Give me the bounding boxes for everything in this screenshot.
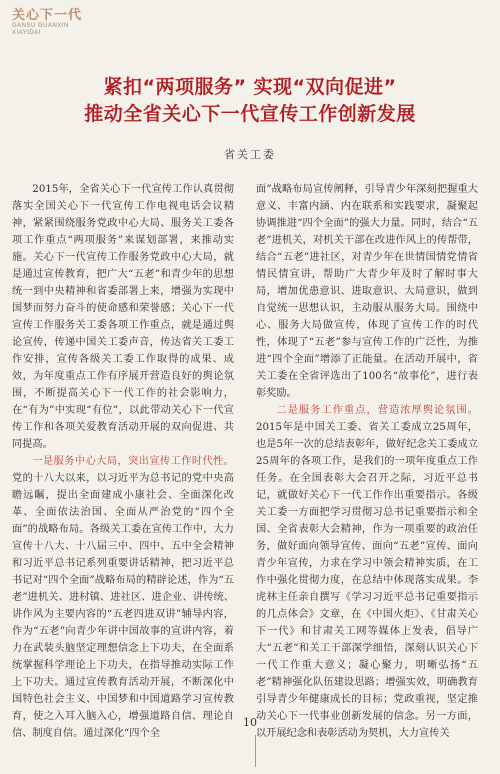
masthead-logo <box>12 4 152 40</box>
title-line-2: 推动全省关心下一代宣传工作创新发展 <box>84 103 416 125</box>
paragraph-continued: 面”战略布局宣传阐释，引导青少年深刻把握重大意义、丰富内涵、内在联系和实践要求，凝聚起协调推进“四个全面”的强大力量。同时，结合“五老”进机关，对机关干部在改进作风上的传帮带，结合“五老”进社区，对青少年在世情国情党情省情民情宣讲，帮助广大青少年及时了解时事大局，增加优患意识、进取意识、大局意识，做到自觉统一思想认识，主动服从服务大局。围绕中心、服务大局做宣传，体现了宣传工作的时代性，体现了“五老”参与宣传工作的广泛性，为推进“四个全面”增添了正能量。在活动开展中，省关工委在全省评选出了100名“故事伦”，进行表彰奖励。 <box>256 184 478 399</box>
section-heading-1: 一是服务中心大局，突出宣传工作时代性。 <box>32 456 234 467</box>
article-author: 省关工委 <box>224 148 276 161</box>
section-1-body: 党的十八大以来，以习近平为总书记的党中央高瞻远瞩，提出全面建成小康社会、全面深化改革、全面依法治国、全面从严治党的“四个全面”的战略布局。各级关工委在宣传工作中，大力宣传十八大、十八届三中、四中、五中全会精神和习近平总书记系列重要讲话精神，把习近平总书记对“四个全面”战略布局的精辟论述，作为“五老”进机关、进村镇、进社区、进企业、讲传统、讲作风为主要内容的“五老四进双讲”辅导内容，作为“五老”向青少年讲中国故事的宣讲内容，着力在武装头脑坚定理想信念上下功夫，在全面系统掌握科学理论上下功夫，在指导推动实际工作上下功夫。通过宣传教育活动开展，不断深化中国特色社会主义、中国梦和中国道路学习宣传教育，使之入耳入脑入心，增强道路自信、理论自信、制度自信。通过深化“四个全 <box>12 473 234 739</box>
left-column <box>12 181 234 742</box>
title-line-1: 紧扣“两项服务” 实现“双向促进” <box>103 76 397 98</box>
page-number: 10 <box>243 716 257 729</box>
section-heading-2: 二是服务工作重点，营造浓厚舆论氛围。 <box>276 405 478 416</box>
masthead-sub1: GANSU GUANXIN <box>12 23 69 29</box>
paragraph-section-2 <box>256 402 478 742</box>
section-2-body: 2015年是中国关工委、省关工委成立25周年，也是5年一次的总结表彰年，做好纪念关工委成立25周年的各项工作，是我们的一项年度重点工作任务。在全国表彰大会召开之际，习近平总书记，就做好关心下一代工作作出重要指示。各级关工委一方面把学习贯彻习总书记重要指示和全国、全省表彰大会精神，作为一项重要的政治任务，做好面向领导宣传、面向“五老”宣传、面向青少年宣传，力求在学习中领会精神实质，在工作中强化贯彻力度，在总结中体现落实成果。李虎林主任亲自撰写《学习习近平总书记重要指示的几点体会》文章，在《中国火炬》、《甘肃关心下一代》和甘肃关工网等媒体上发表，倡导广大“五老”和关工干部深学细悟，深刻认识关心下一代工作重大意义；凝心聚力，明晰弘扬“五老”精神强化队伍建设思路；增强实效，明确教育引导青少年健康成长的目标；党政重视，坚定推动关心下一代事业创新发展的信念。另一方面，以开展纪念和表彰活动为契机，大力宣传关 <box>256 422 478 739</box>
article-title <box>0 74 500 128</box>
paragraph-section-1 <box>12 453 234 742</box>
masthead-title: 关心下一代 <box>12 8 83 23</box>
right-column <box>256 181 478 742</box>
paragraph-intro: 2015年，全省关心下一代宣传工作认真贯彻落实全国关心下一代宣传工作电视电话会议精神，紧紧围绕服务党政中心大局、服务关工委各项工作重点“两项服务”来谋划部署，来推动实施。关心下一代宣传工作服务党政中心大局，就是通过宣传教育，把广大“五老”和青少年的思想统一到中央精神和省委部署上来，增强为实现中国梦而努力奋斗的使命感和荣誉感；关心下一代宣传工作服务关工委各项工作重点，就是通过舆论宣传，传递中国关工委声音，传达省关工委工作安排，宣传各级关工委工作取得的成果、成效，为年度重点工作有序展开营造良好的舆论氛围，不断提高关心下一代工作的社会影响力，在“有为”中实现“有位”，以此带动关心下一代宣传工作和各项关爱教育活动开展的双向促进、共同提高。 <box>12 184 234 450</box>
masthead-sub2: XIAYIDAI <box>12 30 41 36</box>
footer-divider <box>255 735 256 767</box>
